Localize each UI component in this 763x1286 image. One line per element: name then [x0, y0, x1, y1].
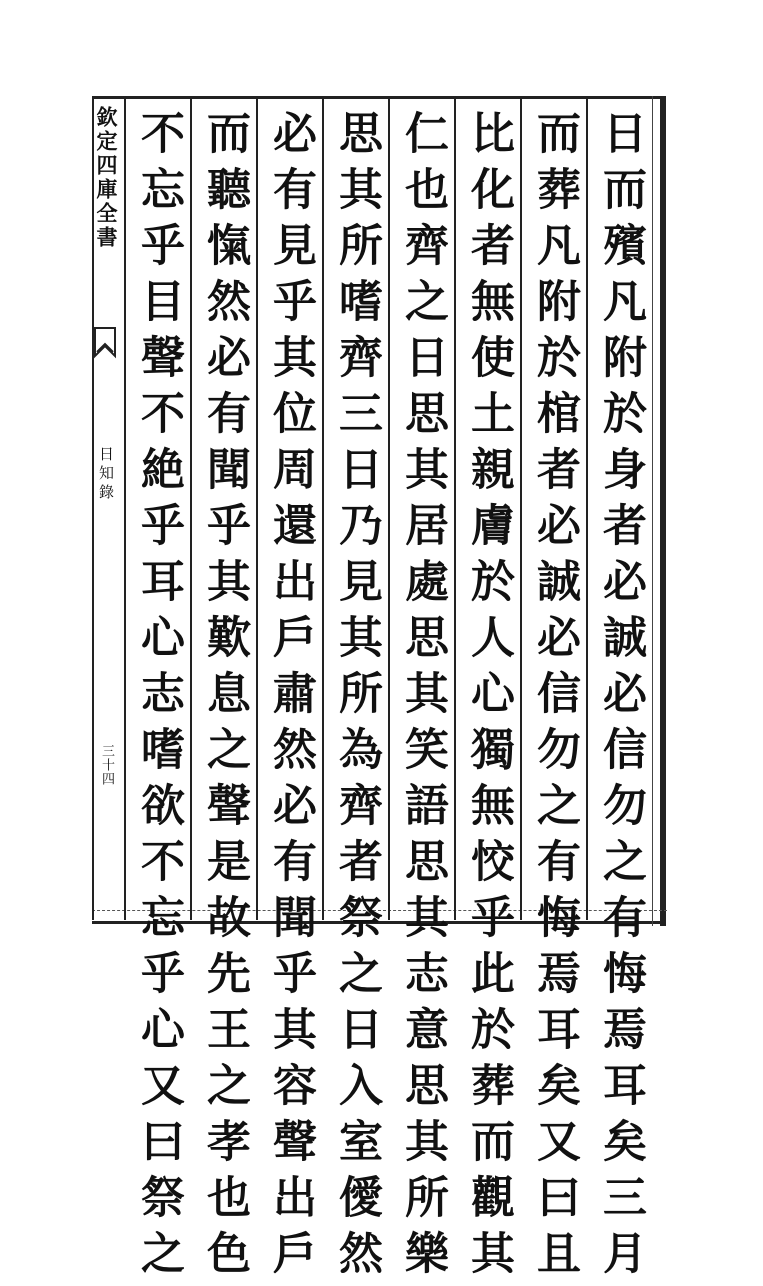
- text-column-6: [256, 98, 322, 1286]
- frame-right-thick-rule: [660, 96, 666, 926]
- text-column-1: [586, 98, 652, 1286]
- text-column-8: [124, 98, 190, 1286]
- text-column-2: [520, 98, 586, 1286]
- text-column-5: [322, 98, 388, 1286]
- text-column-7: [190, 98, 256, 1286]
- column-text: 而聽愾然必有聞乎其歎息之聲是故先王之孝也色: [199, 110, 250, 1286]
- text-column-4: [388, 98, 454, 1286]
- fishtail-mark-icon: [94, 326, 116, 360]
- column-text: 必有見乎其位周還出戶肅然必有聞乎其容聲出戶: [265, 110, 316, 1286]
- text-body: [118, 98, 652, 1286]
- collection-title: 欽定四庫全書: [94, 106, 119, 250]
- book-title: 日知錄: [97, 446, 115, 503]
- column-text: 仁也齊之日思其居處思其笑語思其志意思其所樂: [397, 110, 448, 1286]
- column-text: 不忘乎目聲不絶乎耳心志嗜欲不忘乎心又曰祭之: [133, 110, 184, 1286]
- column-text: 比化者無使土親膚於人心獨無恔乎此於葬而觀其: [463, 110, 514, 1286]
- column-text: 而葬凡附於棺者必誠必信勿之有悔焉耳矣又曰且: [529, 110, 580, 1286]
- column-text: 日而殯凡附於身者必誠必信勿之有悔焉耳矣三月: [595, 110, 646, 1286]
- column-text: 思其所嗜齊三日乃見其所為齊者祭之日入室僾然: [331, 110, 382, 1286]
- page-number: 三十四: [99, 744, 114, 786]
- text-column-3: [454, 98, 520, 1286]
- frame-right-thin-rule: [652, 96, 653, 926]
